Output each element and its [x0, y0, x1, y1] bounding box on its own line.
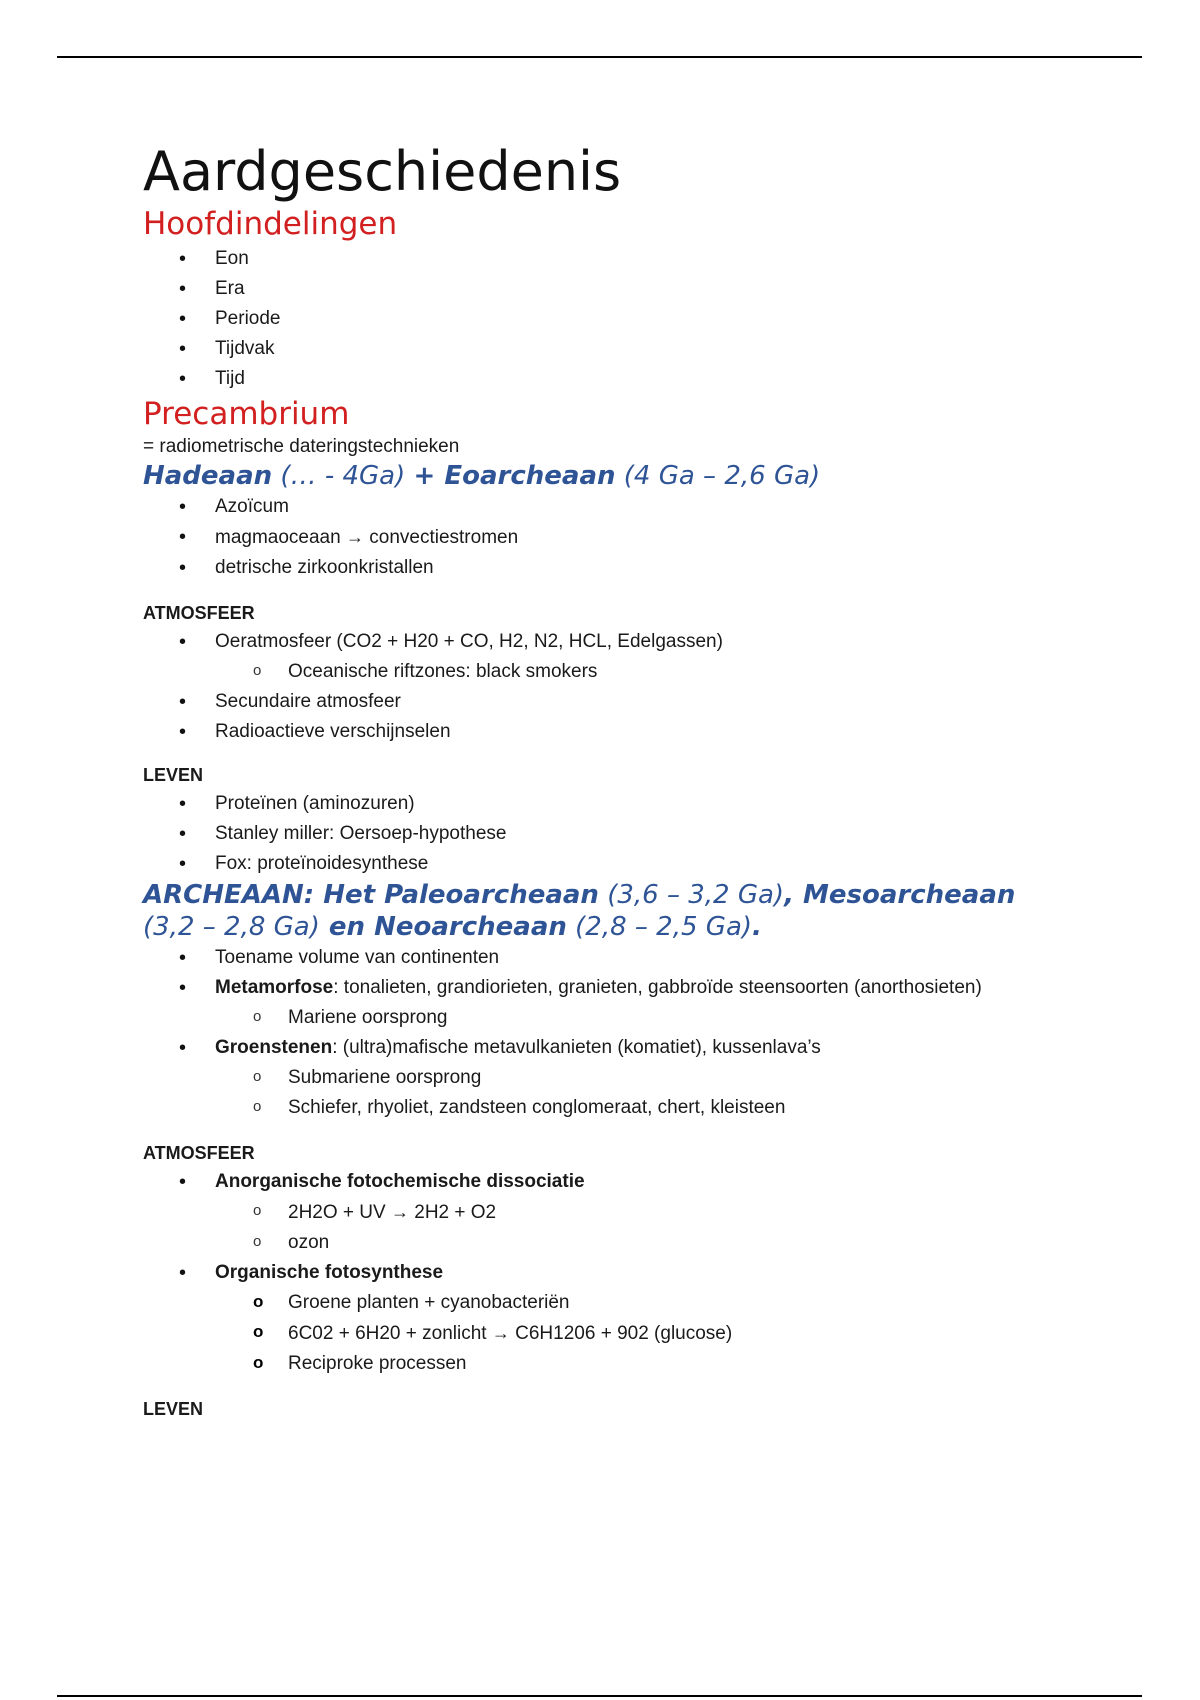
era-name-neoarcheaan: en Neoarcheaan [319, 912, 567, 942]
sub-list-item: o Oceanische riftzones: black smokers [143, 657, 1103, 687]
list-item-text: Anorganische fotochemische dissociatie [215, 1171, 585, 1192]
list-item: • Era [143, 274, 1103, 304]
hadeaan-leven-list [143, 789, 1103, 879]
sub-list-item [143, 1197, 1103, 1228]
list-item [143, 973, 1103, 1003]
formula-right: C6H1206 + 902 (glucose) [515, 1323, 733, 1344]
formula-left: 2H2O + UV [288, 1202, 386, 1223]
list-item: • Toename volume van continenten [143, 943, 1103, 973]
list-item-text: : tonalieten, grandiorieten, granieten, gabbroïde steensoorten (anorthosieten) [333, 977, 982, 998]
hadeaan-atmosfeer-list [143, 627, 1103, 747]
formula-right: 2H2 + O2 [414, 1202, 497, 1223]
archeaan-list [143, 943, 1103, 1123]
sub-list-item [143, 1318, 1103, 1349]
list-item [143, 1258, 1103, 1288]
list-item: • Azoïcum [143, 492, 1103, 522]
list-item: • Secundaire atmosfeer [143, 687, 1103, 717]
era-name-eoarcheaan: + Eoarcheaan [413, 461, 616, 491]
page-bottom-rule [57, 1695, 1142, 1697]
list-item [143, 522, 1103, 553]
sub-list-item: o Reciproke processen [143, 1349, 1103, 1379]
list-item: • Oeratmosfeer (CO2 + H20 + CO, H2, N2, HCL, Edelgassen) [143, 627, 1103, 657]
sub-list-item: o Schiefer, rhyoliet, zandsteen conglomeraat, chert, kleisteen [143, 1093, 1103, 1123]
list-item: • Fox: proteïnoidesynthese [143, 849, 1103, 879]
sub-list-item: o Groene planten + cyanobacteriën [143, 1288, 1103, 1318]
sub-list-item: o ozon [143, 1228, 1103, 1258]
list-item: • Eon [143, 244, 1103, 274]
era-range: (3,6 – 3,2 Ga) [598, 880, 785, 910]
era-name-hadeaan: Hadeaan [143, 461, 273, 491]
list-item-text: magmaoceaan [215, 527, 341, 548]
list-item: • Periode [143, 304, 1103, 334]
era-period: . [752, 912, 762, 942]
list-item-text: Organische fotosynthese [215, 1262, 444, 1283]
caption-leven: LEVEN [143, 765, 204, 785]
era-name-paleoarcheaan: ARCHEAAN: Het Paleoarcheaan [143, 880, 599, 910]
heading-archeaan [143, 879, 1103, 943]
caption-atmosfeer: ATMOSFEER [143, 1143, 255, 1163]
list-item: • Stanley miller: Oersoep-hypothese [143, 819, 1103, 849]
list-item [143, 1167, 1103, 1197]
heading-hadeaan [143, 460, 1103, 492]
era-range: (4 Ga – 2,6 Ga) [615, 461, 821, 491]
arrow-right-icon: → [345, 527, 364, 547]
list-item [143, 1033, 1103, 1063]
document-page [143, 140, 1103, 1423]
list-item: • Tijdvak [143, 334, 1103, 364]
hoofdindelingen-list [143, 244, 1103, 394]
archeaan-atmosfeer-list [143, 1167, 1103, 1379]
formula-left: 6C02 + 6H20 + zonlicht [288, 1323, 487, 1344]
term-metamorfose: Metamorfose [215, 977, 334, 998]
heading-hoofdindelingen: Hoofdindelingen [143, 206, 398, 242]
arrow-right-icon: → [390, 1202, 409, 1222]
page-title: Aardgeschiedenis [143, 140, 622, 203]
list-item: • Proteïnen (aminozuren) [143, 789, 1103, 819]
caption-leven: LEVEN [143, 1399, 204, 1419]
list-item: • Tijd [143, 364, 1103, 394]
era-range: (3,2 – 2,8 Ga) [143, 912, 320, 942]
sub-list-item: o Mariene oorsprong [143, 1003, 1103, 1033]
era-range: (… - 4Ga) [272, 461, 414, 491]
list-item-text: : (ultra)mafische metavulkanieten (komatiet), kussenlava’s [332, 1037, 821, 1058]
page-top-rule [57, 56, 1142, 58]
heading-precambrium: Precambrium [143, 396, 350, 432]
list-item: • detrische zirkoonkristallen [143, 553, 1103, 583]
precambrium-subtitle: = radiometrische dateringstechnieken [143, 436, 460, 457]
caption-atmosfeer: ATMOSFEER [143, 603, 255, 623]
term-groenstenen: Groenstenen [215, 1037, 333, 1058]
era-name-mesoarcheaan: , Mesoarcheaan [784, 880, 1016, 910]
list-item-text: convectiestromen [369, 527, 519, 548]
era-range: (2,8 – 2,5 Ga) [566, 912, 753, 942]
arrow-right-icon: → [491, 1323, 510, 1343]
hadeaan-list [143, 492, 1103, 583]
sub-list-item: o Submariene oorsprong [143, 1063, 1103, 1093]
list-item: • Radioactieve verschijnselen [143, 717, 1103, 747]
